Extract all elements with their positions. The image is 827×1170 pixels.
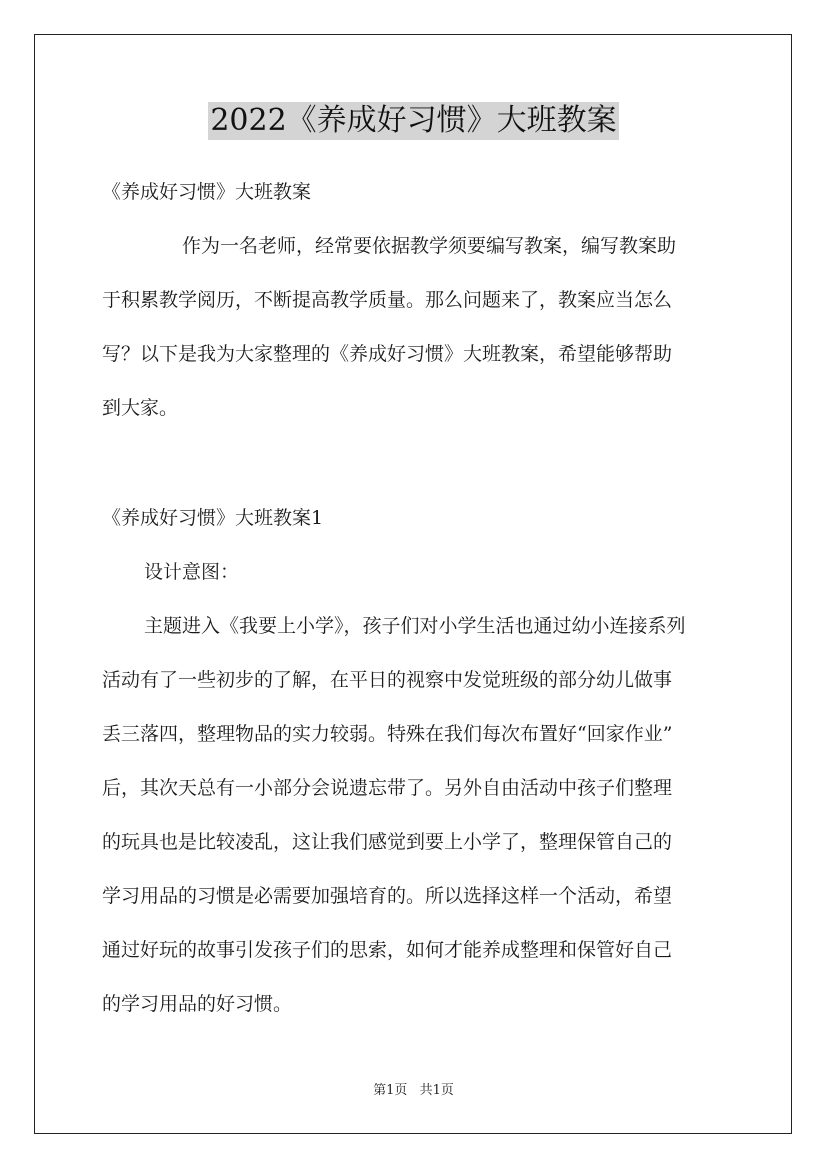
page-total: 共1页 bbox=[419, 1083, 454, 1098]
intro-line: 作为一名老师，经常要依据教学须要编写教案，编写教案助 bbox=[182, 235, 677, 257]
body-line: 学习用品的习惯是必需要加强培育的。所以选择这样一个活动，希望 bbox=[102, 885, 673, 907]
body-line: 后，其次天总有一小部分会说遗忘带了。另外自由活动中孩子们整理 bbox=[102, 777, 673, 799]
intro-line: 到大家。 bbox=[102, 397, 179, 419]
intro-paragraph bbox=[102, 231, 727, 447]
design-intent-label: 设计意图： bbox=[144, 561, 240, 583]
document-subtitle: 《养成好习惯》大班教案 bbox=[102, 181, 312, 203]
body-line: 的学习用品的好习惯。 bbox=[102, 993, 293, 1015]
body-line: 主题进入《我要上小学》，孩子们对小学生活也通过幼小连接系列 bbox=[144, 615, 686, 637]
body-line: 丢三落四，整理物品的实力较弱。特殊在我们每次布置好“回家作业” bbox=[102, 723, 673, 745]
body-line: 的玩具也是比较凌乱，这让我们感觉到要上小学了，整理保管自己的 bbox=[102, 831, 673, 853]
section-heading: 《养成好习惯》大班教案1 bbox=[102, 507, 324, 529]
body-line: 通过好玩的故事引发孩子们的思索，如何才能养成整理和保管好自己 bbox=[102, 939, 673, 961]
body-paragraph bbox=[102, 611, 727, 1043]
page-footer bbox=[0, 1082, 827, 1100]
intro-line: 写？以下是我为大家整理的《养成好习惯》大班教案，希望能够帮助 bbox=[102, 343, 673, 365]
body-line: 活动有了一些初步的了解，在平日的视察中发觉班级的部分幼儿做事 bbox=[102, 669, 673, 691]
document-title: 2022《养成好习惯》大班教案 bbox=[210, 103, 617, 138]
intro-line: 于积累教学阅历，不断提高教学质量。那么问题来了，教案应当怎么 bbox=[102, 289, 673, 311]
title-container bbox=[0, 102, 827, 140]
page-number: 第1页 bbox=[373, 1083, 408, 1098]
